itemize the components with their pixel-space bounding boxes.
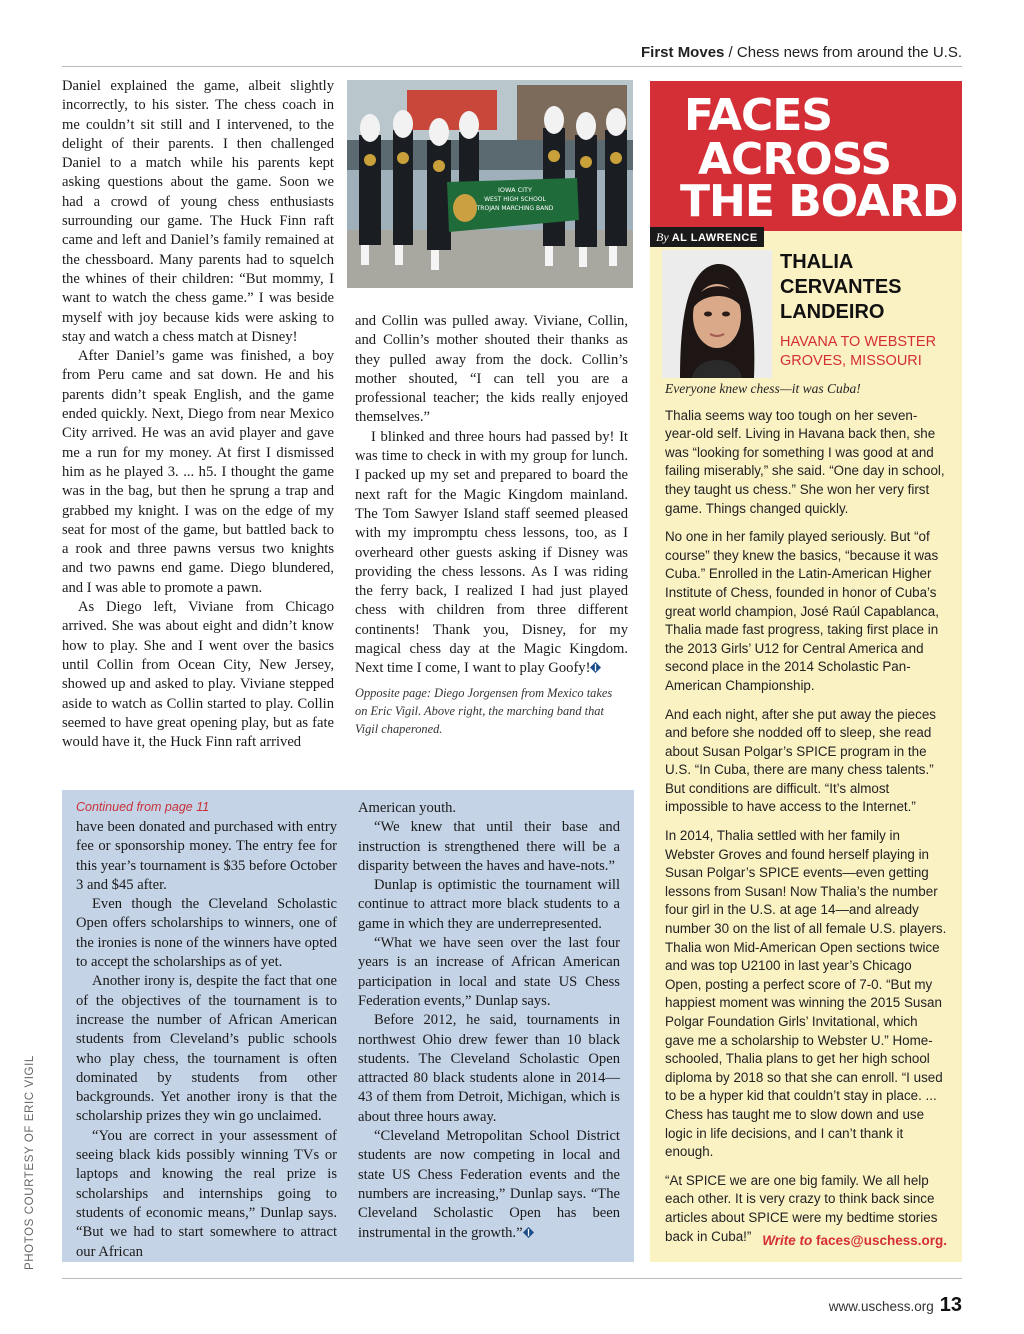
paragraph: After Daniel’s game was finished, a boy from Peru came and sat down. He and his parents didn’t speak English, and the game ended quickly. Next, Diego from near Mexico City arrived. He was an avid player and gave me a run for my money. At first I dismissed him as he played 3. ... h5. I thought the game was in the bag, but then he sprung a trap and grabbed my knight. I was on the edge of my seat for most of the game, but battled back to a rook and three pawns versus two knights and two pawns end game. Diego blundered, and I was able to promote a pawn. <box>62 348 334 596</box>
profile-name-line-2: CERVANTES <box>780 276 902 298</box>
profile-tagline: Everyone knew chess—it was Cuba! <box>665 381 861 396</box>
photo-credit: PHOTOS COURTESY OF ERIC VIGIL <box>24 1055 36 1270</box>
byline <box>650 227 764 247</box>
page-footer <box>829 1294 962 1317</box>
article-left-column <box>62 77 334 752</box>
paragraph: No one in her family played seriously. But “of course” they knew the basics, “because it was Cuba.” Enrolled in the Latin-American Higher Institute of Chess, founded in honor of Cuba’s great world champion, José Raúl Capablanca, Thalia made fast progress, taking first place in the 2013 Girls’ U12 for Central America and second place in the 2014 Scholastic Pan-American Championship. <box>665 529 939 693</box>
paragraph: In 2014, Thalia settled with her family in Webster Groves and found herself playing in Susan Polgar’s SPICE events—even getting lessons from Susan! Now Thalia’s the number four girl in the U.S. at age 14—and already number 30 on the list of all female U.S. players. Thalia won Mid-American Open sections twice and was top U2100 in last year’s Chicago Open, posting a perfect score of 7-0. “But my happiest moment was winning the 2015 Susan Polgar Foundation Girls’ Invitational, which gave me a scholarship to Webster U.” Home-schooled, Thalia plans to get her high school diploma by 2018 so that she can enroll. “I used to be a hyper kid that couldn’t stay in place. ... Chess has taught me to slow down and use logic in life decisions, and I can’t thank it enough. <box>665 828 947 1160</box>
footer-url[interactable]: www.uschess.org <box>828 1299 934 1314</box>
write-to-line <box>665 1233 947 1248</box>
banner-line-2: WEST HIGH SCHOOL <box>484 196 546 203</box>
continued-column-2 <box>358 799 620 1243</box>
faces-title-line-2: ACROSS <box>698 134 892 185</box>
header-separator: / <box>724 44 737 61</box>
paragraph: “We knew that until their base and instruction is strengthened there will be a disparity between the haves and have-nots.” <box>358 819 620 874</box>
photo-caption: Opposite page: Diego Jorgensen from Mexico takes on Eric Vigil. Above right, the marching band that Vigil chaperoned. <box>355 686 613 736</box>
paragraph: Daniel explained the game, albeit slightly incorrectly, to his sister. The chess coach in me couldn’t sit still and I intervened, to the delight of their parents. I then challenged Daniel to a match while his parents kept asking questions about the game. Soon we had a crowd of young chess enthusiasts surrounding our game. The Huck Finn raft came and left and Daniel’s family remained at the chessboard. Many parents had to squelch the whines of their children: “But mommy, I want to watch the chess game.” I was beside myself with joy because kids were asking to stay and watch a chess match at Disney! <box>62 78 334 345</box>
banner-line-3: TROJAN MARCHING BAND <box>476 205 554 212</box>
section-name: First Moves <box>641 44 725 61</box>
profile-location: HAVANA TO WEBSTER GROVES, MISSOURI <box>780 334 937 369</box>
thalia-portrait <box>662 250 772 378</box>
paragraph: As Diego left, Viviane from Chicago arrived. She was about eight and didn’t know how to play. She and I went over the basics until Collin from Ocean City, New Jersey, showed up and asked to play. Viviane stepped aside to watch as Collin started to play. Collin seemed to have great opening play, but as fate would have it, the Huck Finn raft arrived <box>62 599 334 751</box>
paragraph: Another irony is, despite the fact that one of the objectives of the tournament is to increase the number of African American students from Cleveland’s public schools who play chess, the tournament is often dominated by students from other backgrounds. Yet another irony is that the scholarship prizes they win go unclaimed. <box>76 973 337 1125</box>
paragraph: Even though the Cleveland Scholastic Open offers scholarships to winners, one of the ironies is none of the winners have opted to accept the scholarships as of yet. <box>76 896 337 971</box>
profile-name-line-1: THALIA <box>780 251 854 273</box>
paragraph <box>358 1127 620 1243</box>
photo-illustration <box>347 80 633 288</box>
paragraph-text: “Cleveland Metropolitan School District students are now competing in local and state US Chess Federation events and the numbers are increasing,” Dunlap says. “The Cleveland Scholastic Open has been instrumental in the growth.” <box>358 1128 620 1241</box>
continued-column-1 <box>76 818 337 1262</box>
paragraph: “What we have seen over the last four years is an increase of African American participation in local and state US Chess Federation events,” Dunlap says. <box>358 935 620 1009</box>
paragraph: and Collin was pulled away. Viviane, Collin, and Collin’s mother shouted their thanks as they pulled away from the dock. Collin’s mother shouted, “I can tell you are a professional teacher; the kids really enjoyed themselves.” <box>355 313 628 426</box>
section-subtitle: Chess news from around the U.S. <box>736 44 962 61</box>
paragraph: Thalia seems way too tough on her seven-year-old self. Living in Havana back then, she was “looking for something I was good at and failing miserably,” she said. “One day in school, they taught us chess.” She won her very first game. Things changed quickly. <box>665 407 945 516</box>
marching-band-photo <box>347 80 633 288</box>
profile-name <box>780 250 960 325</box>
paragraph: Dunlap is optimistic the tournament will continue to attract more black students to a game in which they are underrepresented. <box>358 877 620 932</box>
header-rule <box>62 66 962 67</box>
faces-title-line-3: THE BOARD <box>680 176 958 227</box>
paragraph: “At SPICE we are one big family. We all help each other. It is very crazy to think back since articles about SPICE were my bedtime stories back in Cuba!” <box>665 1172 938 1244</box>
page-number: 13 <box>939 1294 962 1316</box>
running-header <box>641 44 962 61</box>
byline-by: By <box>656 230 669 244</box>
continued-label: Continued from page 11 <box>76 800 210 814</box>
byline-author: AL LAWRENCE <box>671 232 758 244</box>
chess-end-mark-icon <box>590 662 601 673</box>
footer-rule <box>62 1278 962 1279</box>
paragraph: Before 2012, he said, tournaments in northwest Ohio drew fewer than 10 black students. The Cleveland Scholastic Open attracted 80 black students alone in 2014—43 of them from Detroit, Michigan, which is about three hours away. <box>358 1012 620 1125</box>
chess-end-mark-icon <box>523 1227 534 1238</box>
paragraph: have been donated and purchased with entry fee or sponsorship money. The entry fee for this year’s tournament is $35 before October 3 and $45 after. <box>76 819 337 893</box>
paragraph: And each night, after she put away the pieces and before she nodded off to sleep, she read about Susan Polgar’s SPICE program in the U.S. “In Cuba, there are many chess talents.” But conditions are difficult. “It’s almost impossible to have access to the Internet.” <box>665 706 936 815</box>
write-to-label: Write to <box>762 1233 813 1248</box>
paragraph: American youth. <box>358 800 457 816</box>
paragraph-text: I blinked and three hours had passed by! It was time to check in with my group for lunch. I packed up my set and prepared to board the next raft for the Magic Kingdom mainland. The Tom Sawyer Island staff seemed pleased with my impromptu chess lessons, too, as I overheard other guests asking if Disney was providing the chess lessons. As I was riding the ferry back, I realized I had just played chess with children from three different continents! Thank you, Disney, for my magical chess day at the Magic Kingdom. Next time I come, I want to play Goofy! <box>355 428 628 677</box>
contact-email-link[interactable]: faces@uschess.org. <box>816 1233 947 1248</box>
article-middle-column <box>355 312 628 679</box>
profile-name-line-3: LANDEIRO <box>780 301 885 323</box>
profile-body <box>665 380 947 1256</box>
paragraph <box>355 428 628 679</box>
banner-line-1: IOWA CITY <box>497 186 533 194</box>
faces-title-line-1: FACES <box>684 90 833 141</box>
portrait-illustration <box>662 250 772 378</box>
paragraph: “You are correct in your assessment of seeing black kids possibly winning TVs or laptops and knowing the real prize is scholarships and internships going to students of economic means,” Dunlap says. “But we had to start somewhere to attract our African <box>76 1127 337 1260</box>
